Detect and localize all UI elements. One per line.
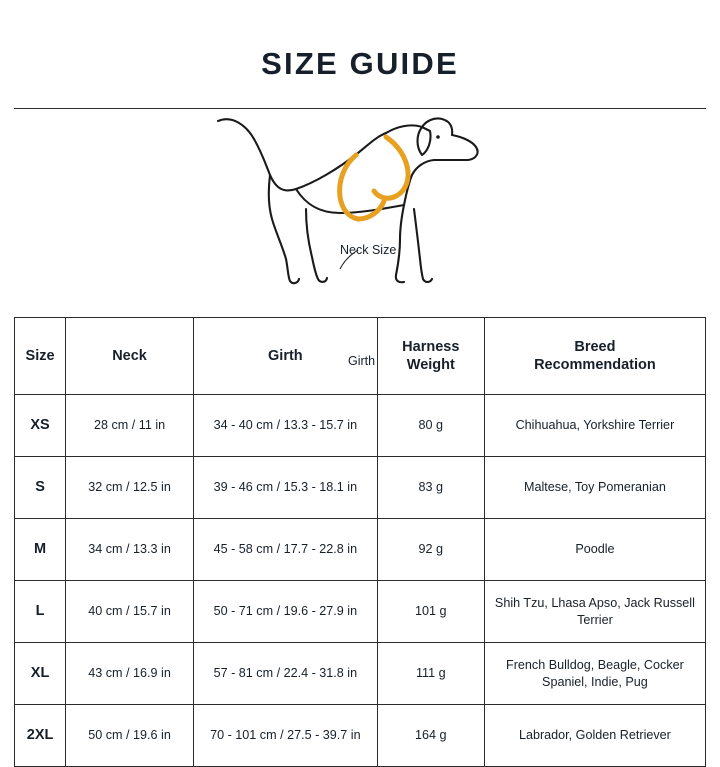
cell-girth: 57 - 81 cm / 22.4 - 31.8 in [193,643,377,705]
cell-size: XL [15,643,66,705]
cell-breed: Maltese, Toy Pomeranian [484,457,705,519]
table-row [15,457,706,519]
cell-neck: 40 cm / 15.7 in [66,581,194,643]
cell-weight: 80 g [377,395,484,457]
col-header-harness-weight-line1: Harness [402,338,460,355]
col-header-girth: Girth [193,318,377,395]
col-header-harness-weight-line2: Weight [406,357,455,373]
cell-size: M [15,519,66,581]
cell-neck: 34 cm / 13.3 in [66,519,194,581]
col-header-breed-line2: Recommendation [534,357,656,373]
table-body [15,395,706,767]
cell-size: L [15,581,66,643]
cell-weight: 164 g [377,705,484,767]
col-header-breed [484,318,705,395]
cell-breed: French Bulldog, Beagle, Cocker Spaniel, Indie, Pug [484,643,705,705]
cell-breed: Chihuahua, Yorkshire Terrier [484,395,705,457]
table-row [15,643,706,705]
girth-label: Girth [348,354,376,368]
cell-girth: 70 - 101 cm / 27.5 - 39.7 in [193,705,377,767]
table-row [15,705,706,767]
cell-size: 2XL [15,705,66,767]
table-row [15,581,706,643]
size-table-wrap [14,317,706,744]
cell-neck: 43 cm / 16.9 in [66,643,194,705]
dog-diagram-svg [210,109,510,305]
table-header-row [15,318,706,395]
table-row [15,395,706,457]
cell-weight: 83 g [377,457,484,519]
title-section [0,0,720,82]
cell-girth: 39 - 46 cm / 15.3 - 18.1 in [193,457,377,519]
cell-weight: 92 g [377,519,484,581]
cell-neck: 32 cm / 12.5 in [66,457,194,519]
cell-neck: 28 cm / 11 in [66,395,194,457]
page-title: SIZE GUIDE [261,46,459,81]
table-row [15,519,706,581]
table-head [15,318,706,395]
cell-girth: 34 - 40 cm / 13.3 - 15.7 in [193,395,377,457]
col-header-neck: Neck [66,318,194,395]
cell-size: XS [15,395,66,457]
size-table [14,317,706,767]
cell-breed: Labrador, Golden Retriever [484,705,705,767]
cell-breed: Shih Tzu, Lhasa Apso, Jack Russell Terrier [484,581,705,643]
cell-weight: 101 g [377,581,484,643]
neck-size-label: Neck Size [340,243,397,257]
cell-girth: 45 - 58 cm / 17.7 - 22.8 in [193,519,377,581]
col-header-size: Size [15,318,66,395]
col-header-harness-weight [377,318,484,395]
cell-girth: 50 - 71 cm / 19.6 - 27.9 in [193,581,377,643]
cell-weight: 111 g [377,643,484,705]
cell-neck: 50 cm / 19.6 in [66,705,194,767]
cell-size: S [15,457,66,519]
cell-breed: Poodle [484,519,705,581]
col-header-breed-line1: Breed [574,338,616,355]
